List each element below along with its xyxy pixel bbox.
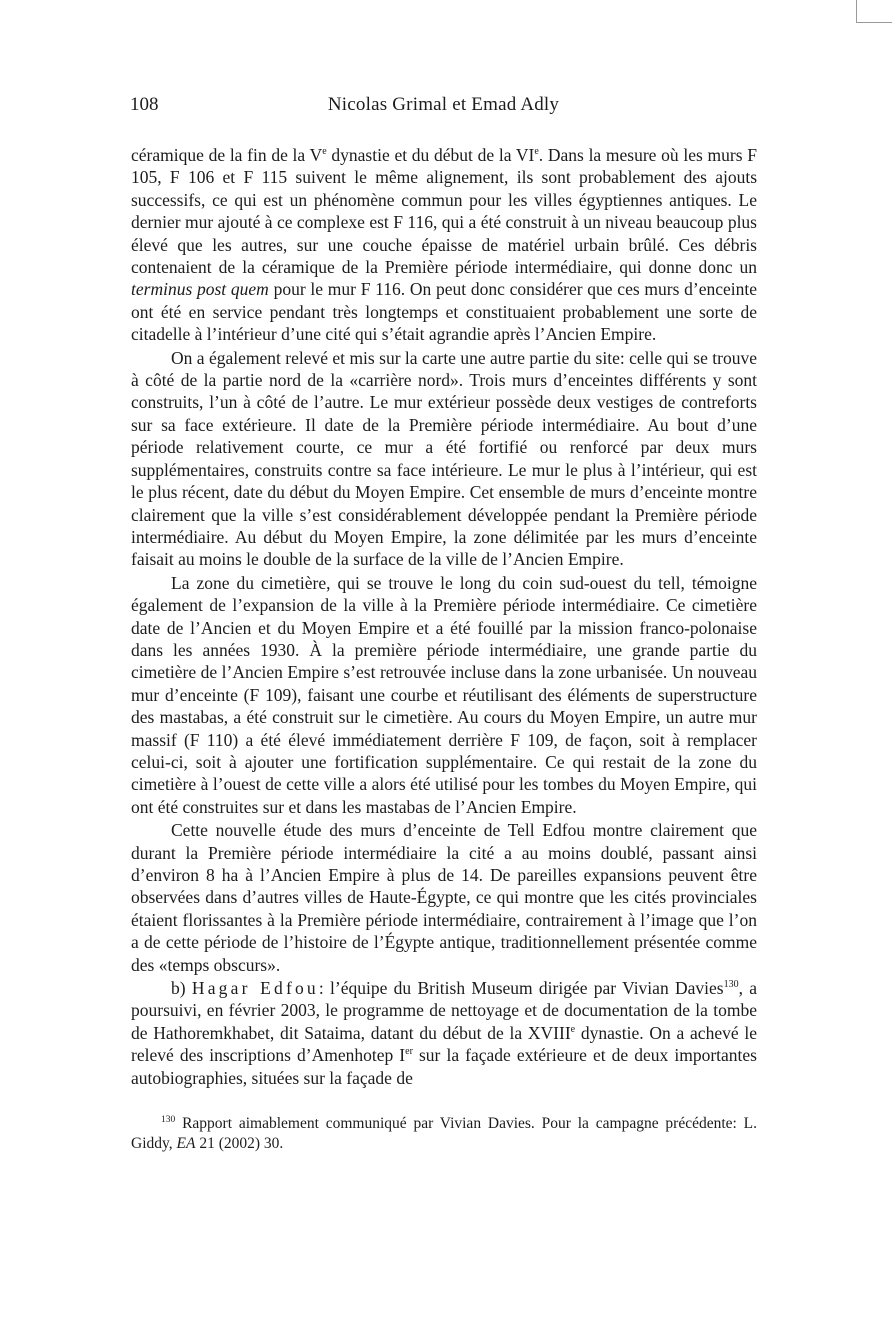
text-run: dynastie. On a achevé le relevé des inscriptions d’Amenhotep I bbox=[131, 1022, 757, 1066]
paragraph-4: Cette nouvelle étude des murs d’enceinte de Tell Edfou montre clairement que durant la Première période intermédiaire la cité a au moins doublé, passant ainsi d’environ 8 ha à l’Ancien Empire à plus de 14. De pareilles expansions peuvent être observées dans d’autres villes de Haute-Égypte, ce qui montre que les cités provinciales étaient florissantes à la Première période intermédiaire, contrairement à l’image que l’on a de cette période de l’histoire de l’Égypte antique, traditionnellement présentée comme des «temps obscurs». bbox=[131, 820, 757, 975]
text-run: pour le mur F 116. On peut donc considérer que ces murs d’enceinte ont été en service pendant très longtemps et constituaient probablement une sorte de citadelle à l’intérieur d’une cité qui s’était agrandie après l’Ancien Empire. bbox=[131, 279, 757, 345]
text-run: , a poursuivi, en février 2003, le programme de nettoyage et de documentation de la tombe de Hathoremkhabet, dit Sataima, datant du début de la XVIII bbox=[131, 978, 758, 1043]
superscript: e bbox=[322, 146, 327, 158]
superscript: er bbox=[405, 1046, 413, 1058]
section-label: b) bbox=[171, 978, 192, 999]
paragraph-1 bbox=[131, 144, 757, 346]
footnote-number: 130 bbox=[161, 1114, 176, 1125]
text-run: : l’équipe du British Museum dirigée par Vivian Davies bbox=[318, 978, 724, 999]
text-run: dynastie et du début de la VI bbox=[326, 145, 535, 165]
body-text bbox=[131, 144, 757, 1089]
footnote bbox=[131, 1114, 757, 1154]
text-run: sur la façade extérieure et de deux importantes autobiographies, situées sur la façade de bbox=[131, 1045, 757, 1088]
running-head: Nicolas Grimal et Emad Adly bbox=[327, 94, 560, 115]
superscript: e bbox=[570, 1024, 576, 1036]
paragraph-5 bbox=[131, 977, 757, 1089]
text-run: céramique de la fin de la V bbox=[131, 145, 323, 165]
superscript: e bbox=[534, 146, 539, 158]
page-number: 108 bbox=[130, 94, 159, 115]
text-run: . Dans la mesure où les murs F 105, F 106 et F 115 suivent le même alignement, ils sont probablement des ajouts successifs, ce qui est un phénomène commun pour les villes égyptiennes antiques. Le dernier mur ajouté à ce complexe est F 116, qui a été construit à un niveau beaucoup plus élevé que les autres, sur une couche épaisse de matériel urbain brûlé. Ces débris contenaient de la céramique de la Première période intermédiaire, qui donne donc un bbox=[131, 145, 757, 278]
italic-term: terminus post quem bbox=[131, 279, 269, 300]
paragraph-3: La zone du cimetière, qui se trouve le long du coin sud-ouest du tell, témoigne également de l’expansion de la ville à la Première période intermédiaire. Ce cimetière date de l’Ancien et du Moyen Empire et a été fouillé par la mission franco-polonaise dans les années 1930. À la première période intermédiaire, une grande partie du cimetière de l’Ancien Empire s’est retrouvée incluse dans la zone urbanisée. Un nouveau mur d’enceinte (F 109), faisant une courbe et réutilisant des éléments de superstructure des mastabas, a été construit sur le cimetière. Au cours du Moyen Empire, un autre mur massif (F 110) a été élevé immédiatement derrière F 109, de façon, soit à remplacer celui-ci, soit à ajouter une fortification supplémentaire. Ce qui restait de la zone du cimetière à l’ouest de cette ville a alors été utilisé pour les tombes du Moyen Empire, qui ont été construites sur et dans les mastabas de l’Ancien Empire. bbox=[131, 572, 757, 817]
page-edge-line bbox=[856, 0, 857, 22]
section-heading: Hagar Edfou bbox=[191, 978, 319, 999]
text-run: 21 (2002) 30. bbox=[195, 1135, 284, 1152]
footnote-reference: 130 bbox=[723, 979, 739, 991]
italic-abbreviation: EA bbox=[176, 1135, 196, 1152]
page-edge-tick bbox=[856, 22, 892, 23]
text-run: Rapport aimablement communiqué par Vivian Davies. Pour la campagne précédente: L. Giddy, bbox=[131, 1115, 757, 1152]
paragraph-2: On a également relevé et mis sur la carte une autre partie du site: celle qui se trouve à côté de la partie nord de la «carrière nord». Trois murs d’enceintes différents y sont construits, l’un à côté de l’autre. Le mur extérieur possède deux vestiges de contreforts sur sa face extérieure. Il date de la Première période intermédiaire. Au bout d’une période relativement courte, ce mur a été fortifié ou renforcé par deux murs supplémentaires, construits contre sa face intérieure. Le mur le plus à l’intérieur, qui est le plus récent, date du début du Moyen Empire. Cet ensemble de murs d’enceinte montre clairement que la ville s’est considérablement développée pendant la Première période intermédiaire. Au début du Moyen Empire, la zone délimitée par les murs d’enceinte faisait au moins le double de la surface de la ville de l’Ancien Empire. bbox=[131, 347, 757, 570]
